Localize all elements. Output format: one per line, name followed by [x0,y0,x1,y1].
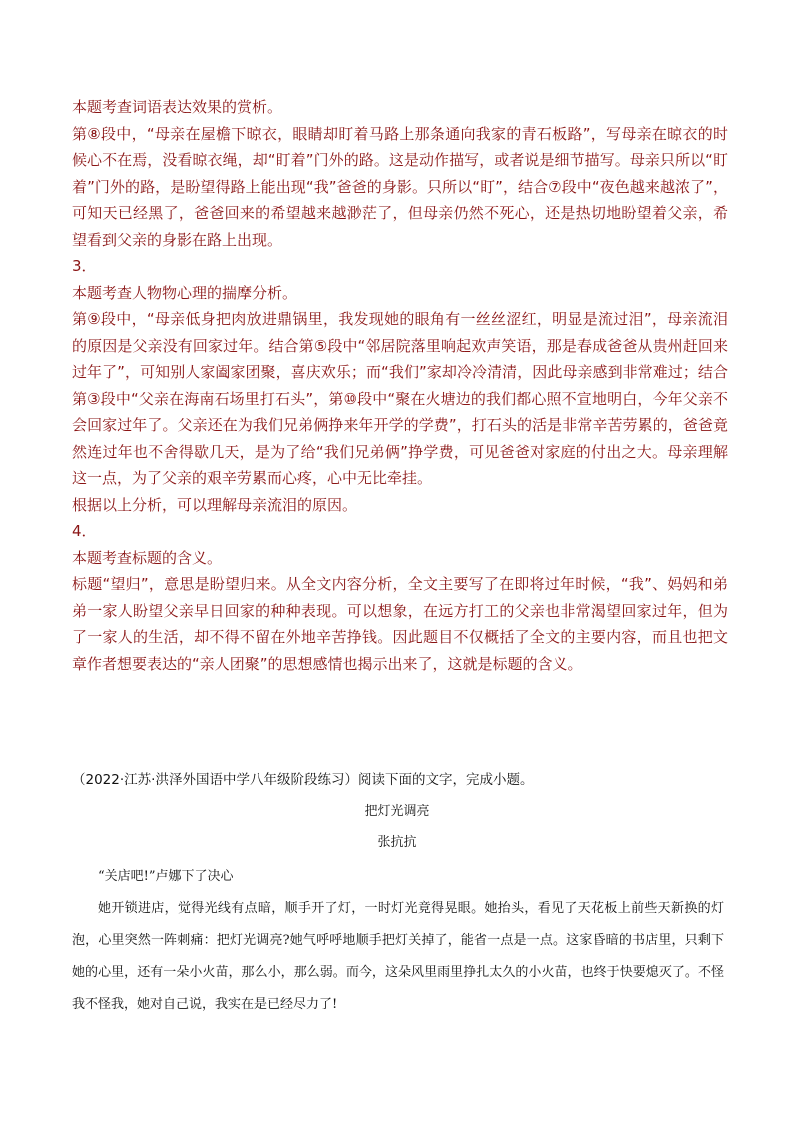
question-number: 3． [72,257,97,275]
answer-paragraph: 根据以上分析，可以理解母亲流泪的原因。 [72,495,358,514]
answer-paragraph: 本题考查人物物心理的揣摩分析。 [72,283,298,302]
exercise-source-line: （2022·江苏·洪泽外国语中学八年级阶段练习）阅读下面的文字，完成小题。 [72,772,534,788]
answer-paragraph: 第⑧段中，“母亲在屋檐下晾衣，眼睛却盯着马路上那条通向我家的青石板路”，写母亲在晾衣的时候心不在焉，没看晾衣绳，却“盯着”门外的路。这是动作描写，或者说是细节描写。母亲只所以“盯着”门外的路，是盼望得路上能出现“我”爸爸的身影。只所以“盯”，结合⑦段中“夜色越来越浓了”，可知天已经黑了，爸爸回来的希望越来越渺茫了，但母亲仍然不死心，还是热切地盼望着父亲，希望看到父亲的身影在路上出现。 [72,124,728,249]
article-paragraph: “关店吧!”卢娜下了决心 [98,869,234,884]
answer-paragraph: 本题考查标题的含义。 [72,548,223,567]
article-title: 把灯光调亮 [364,804,430,819]
answer-paragraph: 第⑨段中，“母亲低身把肉放进鼎锅里，我发现她的眼角有一丝丝涩红，明显是流过泪”，母亲流泪的原因是父亲没有回家过年。结合第⑤段中“邻居院落里响起欢声笑语，那是春成爸爸从贵州赶回来过年了”，可知别人家阖家团聚，喜庆欢乐；而“我们”家却冷冷清清，因此母亲感到非常难过；结合第③段中“父亲在海南石场里打石头”，第⑩段中“聚在火塘边的我们都心照不宣地明白，今年父亲不会回家过年了。父亲还在为我们兄弟俩挣来年开学的学费”，打石头的活是非常辛苦劳累的，爸爸竟然连过年也不舍得歇几天，是为了给“我们兄弟俩”挣学费，可见爸爸对家庭的付出之大。母亲理解这一点，为了父亲的艰辛劳累而心疼，心中无比牵挂。 [72,310,728,487]
answer-paragraph: 本题考查词语表达效果的赏析。 [72,98,283,116]
question-number: 4． [72,522,97,540]
article-paragraph: 她开锁进店，觉得光线有点暗，顺手开了灯，一时灯光竟得晃眼。她抬头，看见了天花板上前些天新换的灯泡，心里突然一阵刺痛：把灯光调亮?她气呼呼地顺手把灯关掉了，能省一点是一点。这家昏暗的书店里，只剩下她的心里，还有一朵小火苗，那么小，那么弱。而今，这朵风里雨里挣扎太久的小火苗，也终于快要熄灭了。不怪我不怪我，她对自己说，我实在是已经尽力了! [72,901,724,1012]
answer-analysis-section [72,94,728,677]
article-body [72,861,724,1021]
article-author: 张抗抗 [377,835,417,850]
answer-paragraph: 标题“望归”，意思是盼望归来。从全文内容分析，全文主要写了在即将过年时候，“我”、妈妈和弟弟一家人盼望父亲早日回家的种种表现。可以想象，在远方打工的父亲也非常渴望回家过年，但为了一家人的生活，却不得不留在外地辛苦挣钱。因此题目不仅概括了全文的主要内容，而且也把文章作者想要表达的“亲人团聚”的思想感情也揭示出来了，这就是标题的含义。 [72,575,728,673]
